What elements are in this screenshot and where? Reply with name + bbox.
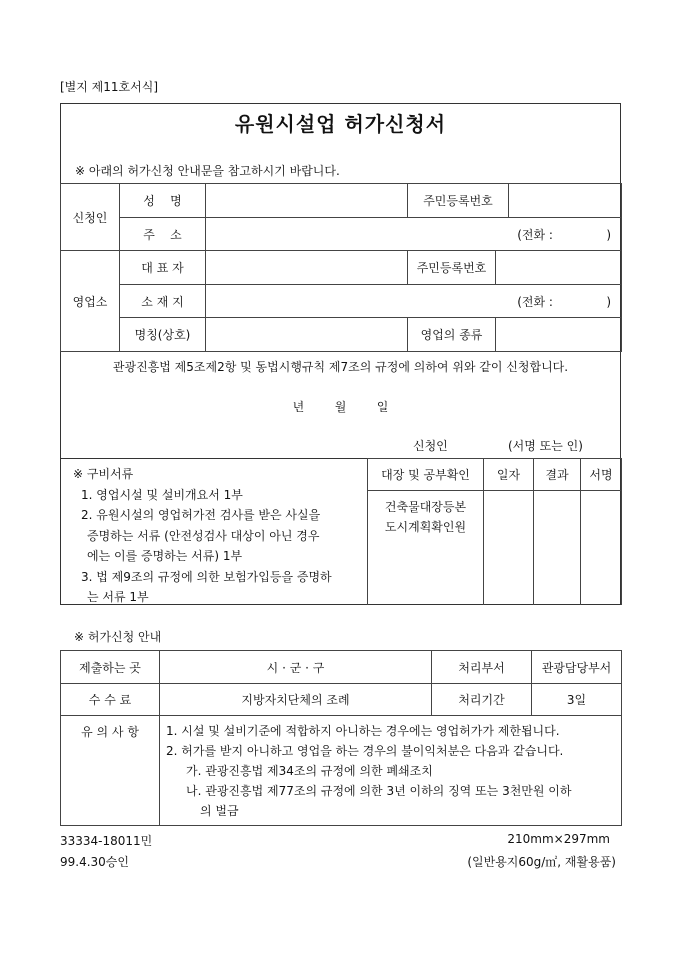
verification-table (367, 458, 622, 605)
verification-header: 결과 (534, 459, 581, 491)
required-doc-item: 증명하는 서류 (안전성검사 대상이 아닌 경우 (87, 528, 320, 543)
signer-label: 신청인 (413, 439, 448, 453)
business-group-label: 영업소 (61, 251, 120, 352)
notes-label: 유 의 사 항 (61, 716, 160, 826)
representative-field[interactable] (206, 251, 408, 285)
signature-label[interactable]: (서명 또는 인) (508, 439, 583, 453)
required-docs (73, 464, 332, 608)
verification-item: 도시계획확인원 (384, 520, 467, 534)
approval-date: 99.4.30승인 (60, 855, 129, 869)
applicant-rrn-label: 주민등록번호 (408, 184, 509, 218)
paper-type: (일반용지60g/㎡, 재활용품) (467, 855, 616, 869)
business-rrn-label: 주민등록번호 (408, 251, 496, 285)
date-line[interactable]: 년 월 일 (292, 400, 389, 414)
application-form (60, 103, 621, 605)
applicant-address-field[interactable]: (전화 : ) (206, 218, 622, 251)
note-item: 2. 허가를 받지 아니하고 영업을 하는 경우의 불이익처분은 다음과 같습니다. (166, 744, 564, 758)
paper-size: 210mm×297mm (507, 832, 610, 846)
guide-label: 수 수 료 (61, 684, 160, 716)
verification-header: 대장 및 공부확인 (368, 459, 484, 491)
page-title: 유원시설업 허가신청서 (234, 112, 447, 136)
business-type-label: 영업의 종류 (408, 318, 496, 352)
date-cell[interactable] (484, 491, 534, 606)
business-type-field[interactable] (496, 318, 622, 352)
verification-header: 서명 (581, 459, 622, 491)
applicant-table (60, 183, 622, 352)
signature-cell[interactable] (581, 491, 622, 606)
address-label: 주 소 (120, 218, 206, 251)
guide-label: 제출하는 곳 (61, 651, 160, 684)
required-docs-heading: ※ 구비서류 (73, 467, 134, 481)
result-cell[interactable] (534, 491, 581, 606)
verification-item: 건축물대장등본 (384, 500, 467, 514)
required-doc-item: 3. 법 제9조의 규정에 의한 보험가입등을 증명하 (81, 569, 332, 584)
guide-heading: ※ 허가신청 안내 (74, 630, 162, 644)
location-label: 소 재 지 (120, 285, 206, 318)
guide-value: 3일 (532, 684, 622, 716)
guide-value: 관광담당부서 (532, 651, 622, 684)
required-doc-item: 2. 유원시설의 영업허가전 검사를 받은 사실을 (81, 508, 321, 522)
note-item: 나. 관광진흥법 제77조의 규정에 의한 3년 이하의 징역 또는 3천만원 이하 (186, 784, 572, 798)
name-field[interactable] (206, 184, 408, 218)
notice-text: ※ 아래의 허가신청 안내문을 참고하시기 바랍니다. (75, 164, 340, 178)
guide-table (60, 650, 622, 826)
location-field[interactable]: (전화 : ) (206, 285, 622, 318)
note-item: 1. 시설 및 설비기준에 적합하지 아니하는 경우에는 영업허가가 제한됩니다. (166, 724, 560, 738)
guide-value: 지방자치단체의 조례 (160, 684, 432, 716)
note-item: 의 벌금 (200, 804, 239, 818)
trade-name-label: 명칭(상호) (120, 318, 206, 352)
required-doc-item: 에는 이를 증명하는 서류) 1부 (87, 549, 243, 563)
required-doc-item: 1. 영업시설 및 설비개요서 1부 (81, 487, 243, 502)
representative-label: 대 표 자 (120, 251, 206, 285)
business-rrn-field[interactable] (496, 251, 622, 285)
guide-value: 시 · 군 · 구 (160, 651, 432, 684)
note-item: 가. 관광진흥법 제34조의 규정에 의한 폐쇄조치 (186, 764, 433, 778)
applicant-group-label: 신청인 (61, 184, 120, 251)
verification-header: 일자 (484, 459, 534, 491)
name-label: 성 명 (120, 184, 206, 218)
trade-name-field[interactable] (206, 318, 408, 352)
form-code: 33334-18011민 (60, 834, 153, 848)
applicant-rrn-field[interactable] (509, 184, 622, 218)
statement-text: 관광진흥법 제5조제2항 및 동법시행규칙 제7조의 규정에 의하여 위와 같이 신청합니다. (112, 360, 569, 374)
guide-label: 처리부서 (432, 651, 532, 684)
required-doc-item: 는 서류 1부 (87, 590, 149, 604)
form-label: [별지 제11호서식] (60, 80, 158, 94)
guide-label: 처리기간 (432, 684, 532, 716)
